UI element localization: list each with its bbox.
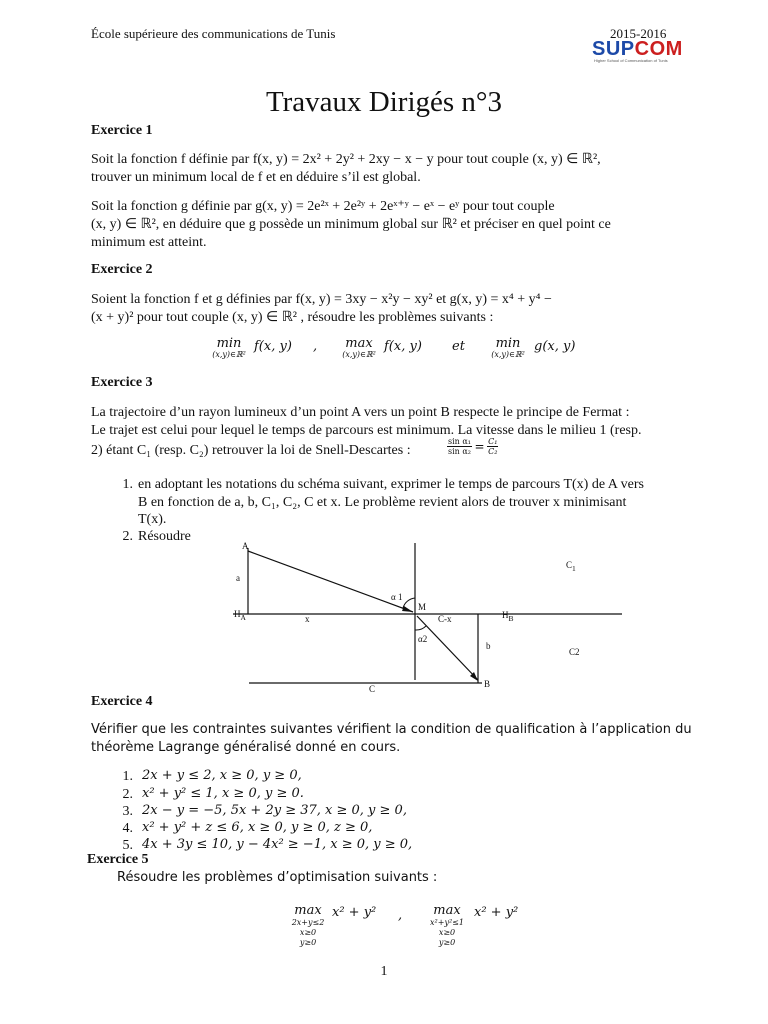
label-point-b: B (484, 679, 491, 689)
incident-ray (248, 551, 413, 612)
ex2-line2: (x + y)² pour tout couple (x, y) ∈ ℝ² , résoudre les problèmes suivants : (91, 310, 494, 325)
ex1-para1-line2: trouver un minimum local de f et en déduire s’il est global. (91, 170, 421, 185)
snell-denominator: sin α₂ (448, 447, 471, 456)
label-c: C (369, 684, 376, 694)
ex4-item1-number: 1. (122, 769, 133, 784)
ex2-line1: Soient la fonction f et g définies par f(x, y) = 3xy − x²y − xy² et g(x, y) = x⁴ + y⁴ − (91, 292, 552, 307)
ex3-item1-line2: B en fonction de a, b, C₁, C₂, C et x. Le problème revient alors de trouver x minimisant (138, 495, 627, 510)
ex3-item1-line3: T(x). (138, 512, 167, 527)
exercise-4-heading: Exercice 4 (91, 694, 153, 709)
ex4-item3-number: 3. (122, 804, 133, 819)
label-a: a (236, 573, 240, 583)
ex4-constraint-1: 2x + y ≤ 2, x ≥ 0, y ≥ 0, (142, 768, 302, 783)
ex4-constraint-2: x² + y² ≤ 1, x ≥ 0, y ≥ 0. (142, 786, 304, 801)
label-ha: $H_A$ (234, 609, 246, 622)
ex5-pb1-operator: max (294, 903, 322, 918)
ex4-line1: Vérifier que les contraintes suivantes vérifient la condition de qualification à l’application du (91, 722, 692, 737)
ex2-separator-1: , (313, 339, 318, 354)
ex5-pb1-function: x² + y² (332, 905, 377, 920)
ex3-item1-line1: en adoptant les notations du schéma suivant, exprimer le temps de parcours T(x) de A vers (138, 477, 644, 492)
ex5-pb2-operator: max (433, 903, 461, 918)
ex1-para2-line3: minimum est atteint. (91, 235, 207, 250)
label-c2: C2 (569, 647, 580, 657)
label-c1: $C_1$ (566, 560, 576, 573)
ex3-line2: Le trajet est celui pour lequel le temps de parcours est minimum. La vitesse dans le milieu 1 (resp. (91, 423, 642, 438)
ex4-constraint-4: x² + y² + z ≤ 6, x ≥ 0, y ≥ 0, z ≥ 0, (142, 820, 373, 835)
ex1-para2-line2: (x, y) ∈ ℝ², en déduire que g possède un minimum global sur ℝ² et préciser en quel point ce (91, 217, 611, 232)
exercise-3-heading: Exercice 3 (91, 375, 153, 390)
snell-denominator-2: C₂ (488, 447, 498, 456)
ex2-pb2-function: f(x, y) (384, 339, 422, 354)
exercise-2-heading: Exercice 2 (91, 262, 153, 277)
ex1-para2-line1: Soit la fonction g définie par g(x, y) = 2e²ˣ + 2e²ʸ + 2eˣ⁺ʸ − eˣ − eʸ pour tout couple (91, 199, 555, 214)
ex4-item2-number: 2. (122, 787, 133, 802)
label-point-a: A (242, 541, 249, 551)
ex2-pb3-function: g(x, y) (534, 339, 576, 354)
label-c-minus-x: C-x (438, 614, 452, 624)
snell-numerator-2: C₁ (488, 437, 498, 446)
ex5-problem1 (283, 904, 333, 948)
ex4-line2: théorème Lagrange généralisé donné en cours. (91, 740, 401, 755)
ex2-pb1-domain: (x,y)∈ℝ² (212, 350, 246, 359)
logo-tagline: Higher School of Communication of Tunis (594, 58, 668, 63)
angle-alpha2-arc (415, 626, 426, 630)
ex2-pb1-operator: min (216, 336, 242, 351)
ex5-pb1-constraint3: y≥0 (299, 938, 317, 947)
label-x: x (305, 614, 310, 624)
page-title: Travaux Dirigés n°3 (265, 86, 503, 118)
label-b: b (486, 641, 491, 651)
ex3-line1: La trajectoire d’un rayon lumineux d’un point A vers un point B respecte le principe de Fermat : (91, 405, 630, 420)
exercise-5-heading: Exercice 5 (87, 852, 149, 867)
label-alpha2: α2 (418, 634, 428, 644)
exercise-1-heading: Exercice 1 (91, 123, 153, 138)
label-alpha1: α 1 (391, 592, 403, 602)
ex4-constraint-3: 2x − y = −5, 5x + 2y ≥ 37, x ≥ 0, y ≥ 0, (142, 803, 407, 818)
ex2-pb3-operator: min (495, 336, 521, 351)
snell-equals: = (474, 439, 485, 454)
ex5-pb1-constraint2: x≥0 (299, 928, 317, 937)
ex3-item1-number: 1. (122, 477, 133, 492)
page-number: 1 (380, 964, 388, 979)
snell-numerator: sin α₁ (448, 437, 471, 446)
ex2-pb3-domain: (x,y)∈ℝ² (491, 350, 525, 359)
angle-alpha1-arc (403, 598, 415, 608)
ex3-item2-text: Résoudre (138, 529, 191, 544)
school-name: École supérieure des communications de Tunis (91, 26, 336, 41)
ex5-pb2-constraint3: y≥0 (438, 938, 456, 947)
academic-year: 2015-2016 (610, 26, 667, 41)
ex5-pb2-function: x² + y² (474, 905, 519, 920)
ex5-problem2 (420, 904, 474, 948)
ex5-pb1-constraint1: 2x+y≤2 (291, 918, 325, 927)
ex3-line3: 2) étant C₁ (resp. C₂) retrouver la loi de Snell-Descartes : (91, 443, 411, 458)
ex2-separator-2: et (452, 339, 465, 354)
logo-part-b: COM (634, 38, 683, 60)
ex3-item2-number: 2. (122, 529, 133, 544)
label-hb: $H_B$ (502, 610, 514, 623)
ex5-separator: , (398, 908, 403, 923)
label-m: M (418, 602, 427, 612)
refracted-ray (417, 616, 478, 680)
ex2-pb2-operator: max (345, 336, 373, 351)
ex1-para1-line1: Soit la fonction f définie par f(x, y) = 2x² + 2y² + 2xy − x − y pour tout couple (x, y) ∈ ℝ², (91, 152, 601, 167)
ex5-line1: Résoudre les problèmes d’optimisation suivants : (117, 870, 438, 885)
ex5-pb2-constraint2: x≥0 (438, 928, 456, 937)
ex2-pb1-function: f(x, y) (254, 339, 292, 354)
ex4-item4-number: 4. (122, 821, 133, 836)
ex4-constraint-5: 4x + 3y ≤ 10, y − 4x² ≥ −1, x ≥ 0, y ≥ 0, (142, 837, 413, 852)
ex2-pb2-domain: (x,y)∈ℝ² (342, 350, 376, 359)
ex4-item5-number: 5. (122, 838, 133, 853)
logo-part-a: SUP (592, 38, 635, 60)
ex5-pb2-constraint1: x²+y²≤1 (430, 918, 464, 927)
